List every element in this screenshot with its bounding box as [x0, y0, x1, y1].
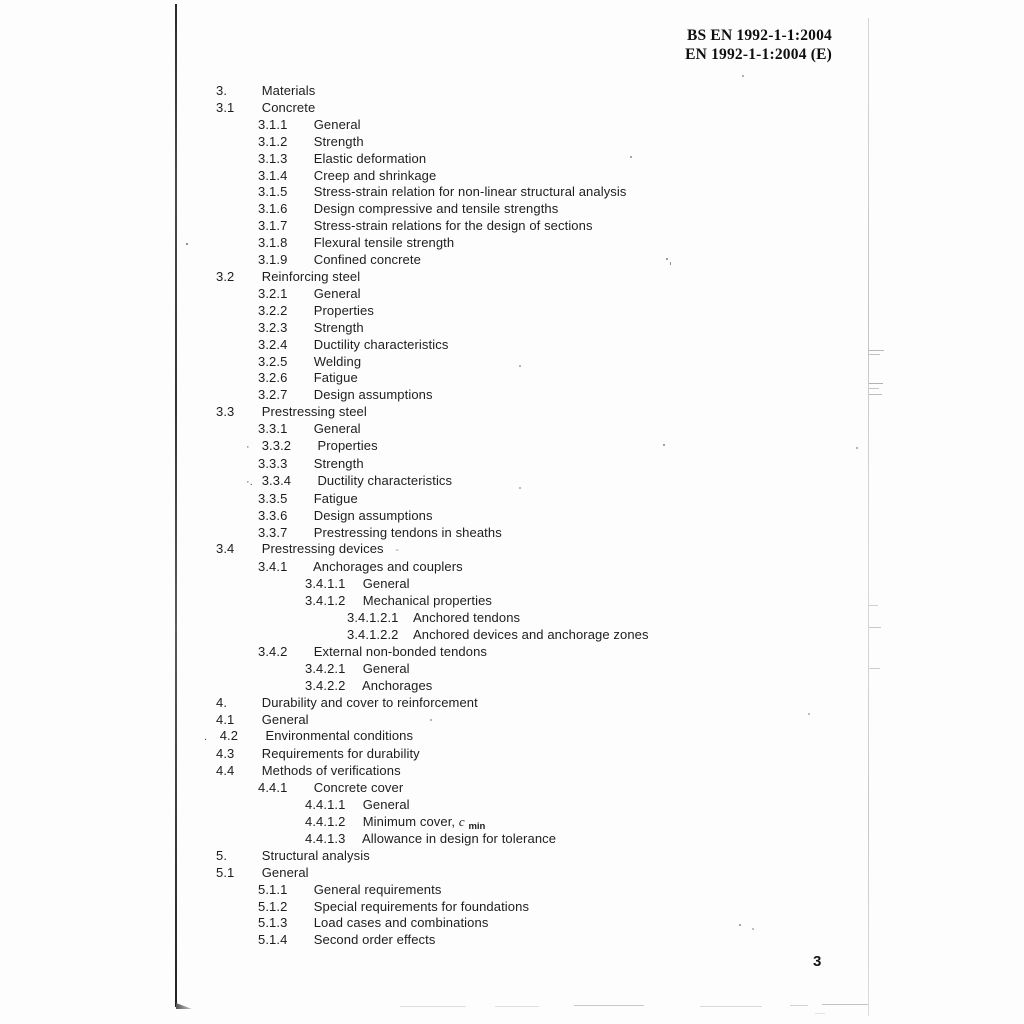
toc-label: General [313, 116, 361, 132]
toc-number: 3.2.6 [258, 370, 288, 386]
toc-row [0, 882, 1024, 899]
toc-noise-prefix: ·. [246, 475, 253, 488]
toc-label: Anchored devices and anchorage zones [413, 627, 649, 642]
toc-label: External non-bonded tendons [313, 643, 487, 659]
toc-label: Special requirements for foundations [313, 898, 530, 914]
toc-label: General [362, 660, 410, 676]
toc-row [0, 235, 1024, 252]
toc-number: 3.1 [216, 99, 235, 115]
toc-row [0, 168, 1024, 185]
toc-row [0, 559, 1024, 576]
toc-row [0, 797, 1024, 814]
toc-row [0, 252, 1024, 269]
toc-number: 3.4.1.2.1 [347, 610, 399, 626]
toc-label: Load cases and combinations [313, 915, 489, 931]
toc-row [0, 320, 1024, 337]
toc-row [0, 117, 1024, 134]
toc-row [0, 473, 1024, 491]
toc-label: Methods of verifications [261, 763, 401, 779]
toc-symbol-subscript: min [468, 820, 486, 832]
document-header [560, 27, 832, 64]
toc-label: Requirements for durability [261, 746, 420, 762]
toc-row [0, 218, 1024, 235]
toc-row [0, 678, 1024, 695]
toc-noise-suffix: - [395, 544, 400, 557]
toc-label: Anchorages and couplers [313, 559, 463, 575]
toc-number: 4.4.1.3 [305, 830, 346, 846]
toc-label: Confined concrete [313, 252, 421, 268]
toc-label: Concrete cover [313, 780, 404, 796]
toc-number: 4.4.1.1 [305, 797, 346, 813]
toc-label: Anchorages [362, 677, 433, 693]
toc-number: 3.1.6 [258, 201, 288, 217]
toc-row [0, 354, 1024, 371]
toc-label: Welding [313, 353, 362, 369]
toc-number: 3.2.1 [258, 285, 288, 301]
scan-bottom-dash [790, 1005, 808, 1006]
toc-label: Design compressive and tensile strengths [313, 201, 559, 217]
toc-label: Minimum cover, [362, 813, 459, 829]
toc-number: 3.3.3 [258, 455, 288, 471]
toc-number: 3.4.1.2.2 [347, 627, 399, 642]
toc-row [0, 201, 1024, 218]
scan-bottom-dash [700, 1006, 762, 1007]
toc-number: 3.1.1 [258, 116, 288, 132]
toc-number: 3.3.6 [258, 507, 288, 523]
toc-label: Ductility characteristics [317, 472, 453, 488]
toc-row [0, 491, 1024, 508]
toc-label: Elastic deformation [313, 150, 427, 166]
toc-label: Properties [313, 302, 374, 318]
toc-row [0, 100, 1024, 117]
toc-label: General [313, 285, 361, 301]
toc-label: Prestressing steel [261, 404, 367, 420]
toc-row [0, 644, 1024, 661]
toc-row [0, 83, 1024, 100]
toc-row [0, 712, 1024, 729]
toc-number: 3.3.1 [258, 421, 288, 437]
toc-label: Flexural tensile strength [313, 235, 455, 251]
toc-label: Structural analysis [261, 847, 370, 863]
toc-row [0, 780, 1024, 797]
toc-row [0, 593, 1024, 610]
toc-number: 4.1 [216, 711, 235, 727]
scan-bottom-dash [495, 1006, 539, 1007]
toc-number: 3.1.2 [258, 133, 288, 149]
toc-label: Strength [313, 455, 364, 471]
toc-label: Concrete [261, 99, 316, 115]
toc-row [0, 899, 1024, 916]
toc-label: Reinforcing steel [261, 268, 361, 284]
toc-row [0, 610, 1024, 627]
toc-number: 3.3.7 [258, 524, 288, 540]
toc-row [0, 576, 1024, 593]
toc-number: 3.1.8 [258, 235, 288, 251]
page-number: 3 [813, 953, 822, 970]
toc-row [0, 915, 1024, 932]
header-standard-number-en: EN 1992-1-1:2004 (E) [685, 45, 832, 63]
toc-label: Prestressing tendons in sheaths [313, 524, 502, 540]
toc-number: 3.2.4 [258, 336, 288, 352]
toc-number: 3.3.4 [261, 472, 292, 488]
toc-row [0, 728, 1024, 746]
scan-noise-dot [742, 75, 744, 77]
toc-number: 3.2.2 [258, 302, 288, 318]
toc-row [0, 370, 1024, 387]
toc-row [0, 848, 1024, 865]
header-standard-number-bs: BS EN 1992-1-1:2004 [686, 27, 832, 44]
toc-row [0, 814, 1024, 831]
toc-number: 5.1.3 [258, 915, 288, 931]
toc-number: 4.4 [216, 763, 235, 779]
toc-label: Mechanical properties [362, 593, 492, 609]
toc-row [0, 151, 1024, 168]
toc-row [0, 286, 1024, 303]
toc-row [0, 627, 1024, 644]
toc-row [0, 508, 1024, 525]
toc-row [0, 269, 1024, 286]
toc-row [0, 337, 1024, 354]
toc-number: 5.1.2 [258, 898, 288, 914]
toc-label: Stress-strain relation for non-linear structural analysis [313, 184, 627, 200]
scan-crease-foot [176, 1003, 192, 1009]
toc-number: 3.1.5 [258, 184, 288, 200]
toc-label: General [362, 797, 410, 813]
toc-row [0, 134, 1024, 151]
toc-row [0, 184, 1024, 201]
toc-number: 3.2.3 [258, 319, 288, 335]
toc-number: 3.3.2 [261, 438, 292, 454]
toc-row [0, 303, 1024, 320]
toc-label: Durability and cover to reinforcement [261, 694, 478, 710]
toc-number: 3.4.1.2 [305, 593, 346, 609]
toc-row [0, 438, 1024, 456]
toc-number: 5.1 [216, 864, 235, 880]
toc-number: 3.4.2.2 [305, 677, 346, 693]
toc-label: Stress-strain relations for the design of sections [313, 218, 593, 234]
toc-row [0, 387, 1024, 404]
toc-label: General [261, 711, 309, 727]
toc-label: Second order effects [313, 932, 436, 948]
toc-label: Design assumptions [313, 387, 433, 403]
toc-number: 3.1.9 [258, 252, 288, 268]
toc-label: Anchored tendons [413, 610, 521, 626]
table-of-contents [0, 83, 1024, 949]
toc-row [0, 525, 1024, 542]
toc-number: 4. [216, 694, 228, 710]
toc-number: 3.2 [216, 268, 235, 284]
toc-number: 3.4.1 [258, 559, 288, 575]
toc-label: Design assumptions [313, 507, 433, 523]
toc-label: General [261, 864, 309, 880]
toc-number: 3.4.2.1 [305, 660, 346, 676]
toc-number: 3.3.5 [258, 490, 288, 506]
scan-bottom-dash [815, 1013, 825, 1014]
toc-number: 3.2.7 [258, 387, 288, 403]
toc-number: 3.4.2 [258, 643, 288, 659]
toc-row [0, 421, 1024, 438]
toc-number: 5.1.4 [258, 932, 288, 948]
toc-row [0, 541, 1024, 559]
toc-label: Prestressing devices [261, 541, 384, 557]
toc-number: 3.3 [216, 404, 235, 420]
toc-noise-prefix: . [204, 731, 208, 744]
toc-symbol: c [458, 813, 465, 829]
toc-label: General [362, 576, 410, 592]
toc-row [0, 932, 1024, 949]
toc-row [0, 661, 1024, 678]
toc-label: Fatigue [313, 370, 358, 386]
toc-number: 4.4.1 [258, 780, 288, 796]
toc-number: 3.1.7 [258, 218, 288, 234]
toc-row [0, 831, 1024, 848]
toc-label: Properties [317, 438, 378, 454]
toc-label: Fatigue [313, 490, 358, 506]
toc-number: 3.1.4 [258, 167, 288, 183]
toc-row [0, 456, 1024, 473]
toc-row [0, 865, 1024, 882]
toc-number: 3.4 [216, 541, 235, 557]
toc-number: 3.4.1.1 [305, 576, 346, 592]
toc-number: 5. [216, 847, 228, 863]
toc-label: Strength [313, 133, 364, 149]
toc-label: Environmental conditions [265, 728, 414, 744]
toc-number: 4.3 [216, 746, 235, 762]
toc-number: 4.4.1.2 [305, 813, 346, 829]
toc-row [0, 746, 1024, 763]
scan-bottom-dash [822, 1004, 868, 1005]
toc-number: 3. [216, 83, 228, 98]
toc-label: Creep and shrinkage [313, 167, 437, 183]
toc-number: 4.2 [219, 728, 239, 744]
toc-row [0, 763, 1024, 780]
toc-label: General [313, 421, 361, 437]
toc-label: Allowance in design for tolerance [362, 830, 557, 846]
scan-bottom-dash [400, 1006, 466, 1007]
toc-row [0, 695, 1024, 712]
toc-label: General requirements [313, 881, 442, 897]
toc-number: 3.2.5 [258, 353, 288, 369]
toc-noise-prefix: · [246, 441, 250, 454]
toc-number: 3.1.3 [258, 150, 288, 166]
toc-number: 5.1.1 [258, 881, 288, 897]
toc-label: Materials [261, 83, 316, 98]
toc-row [0, 404, 1024, 421]
scan-bottom-dash [574, 1005, 644, 1006]
toc-label: Ductility characteristics [313, 336, 449, 352]
toc-label: Strength [313, 319, 364, 335]
